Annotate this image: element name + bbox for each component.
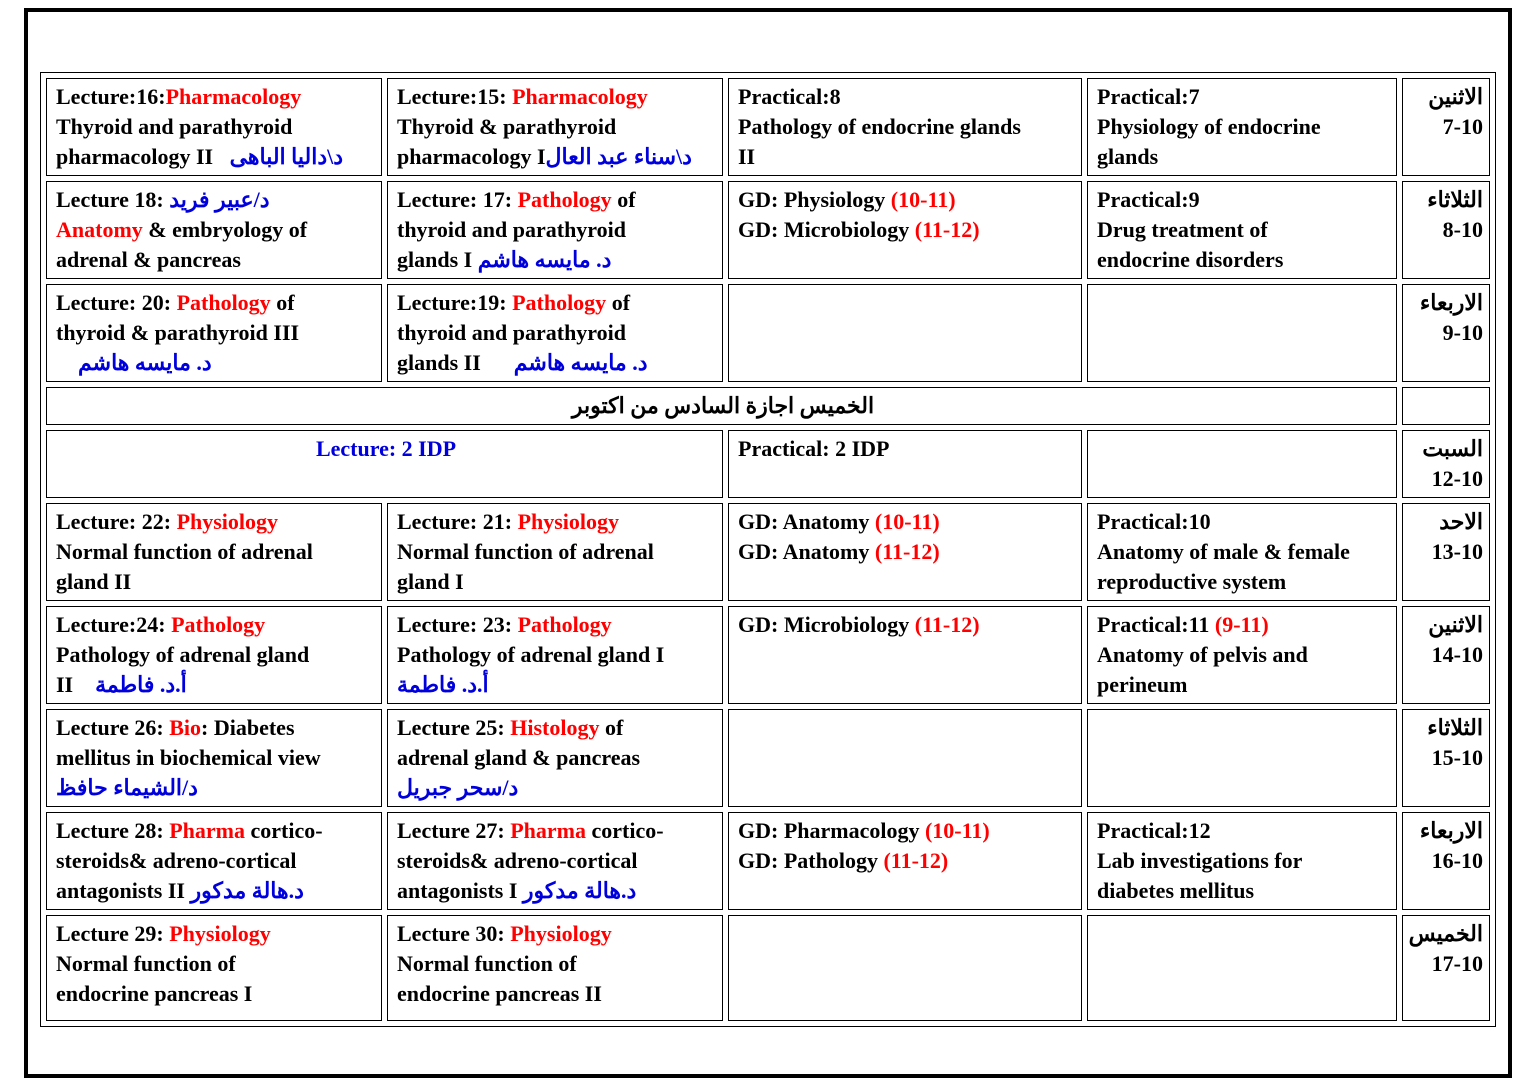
text-segment: (10-11) <box>890 187 956 212</box>
text-segment: د/الشيماء حافظ <box>56 775 198 800</box>
schedule-cell <box>728 915 1082 1021</box>
text-segment: Anatomy of pelvis and <box>1097 642 1308 667</box>
text-segment: GD: Microbiology <box>738 217 915 242</box>
schedule-cell <box>46 78 382 176</box>
cell-line <box>56 949 375 979</box>
text-segment: أ.د. فاطمة <box>95 672 187 697</box>
schedule-cell <box>387 503 723 601</box>
day-cell <box>1402 430 1490 498</box>
text-segment: Pharmacology <box>165 84 302 109</box>
text-segment: thyroid and parathyroid <box>397 320 627 345</box>
text-segment: steroids& adreno-cortical <box>397 848 638 873</box>
text-segment: د\سناء عبد العال <box>545 144 692 169</box>
text-segment: pharmacology I <box>397 144 546 169</box>
schedule-cell <box>46 709 382 807</box>
text-segment: Lecture: 17: <box>397 187 518 212</box>
day-time: 16-10 <box>1431 848 1483 873</box>
cell-line <box>56 919 375 949</box>
cell-line <box>738 610 1075 640</box>
cell-line <box>1097 185 1390 215</box>
text-segment: Pathology of adrenal gland <box>56 642 310 667</box>
text-segment: Lecture:19: <box>397 290 513 315</box>
text-segment: Practical: 2 IDP <box>738 436 890 461</box>
text-segment: Anatomy of male & female <box>1097 539 1350 564</box>
cell-line <box>738 215 1075 245</box>
cell-line <box>56 112 375 142</box>
text-segment: Lecture: 22: <box>56 509 177 534</box>
cell-line <box>56 537 375 567</box>
text-segment: Physiology <box>169 921 271 946</box>
text-segment: Lecture:24: <box>56 612 172 637</box>
text-segment: Practical:10 <box>1097 509 1211 534</box>
cell-line <box>738 537 1075 567</box>
text-segment: (11-12) <box>883 848 949 873</box>
day-time: 17-10 <box>1431 951 1483 976</box>
text-segment: د. مايسه هاشم <box>78 350 212 375</box>
schedule-cell <box>46 503 382 601</box>
cell-line <box>56 846 375 876</box>
text-segment: Lecture: 20: <box>56 290 177 315</box>
cell-line <box>56 391 1390 421</box>
text-segment: II <box>56 672 96 697</box>
cell-line <box>1097 816 1390 846</box>
text-segment: Pathology <box>517 187 612 212</box>
text-segment: Pharmacology <box>512 84 648 109</box>
schedule-cell <box>728 78 1082 176</box>
cell-line <box>397 713 716 743</box>
day-name: الاحد <box>1439 509 1483 534</box>
text-segment: (11-12) <box>914 217 980 242</box>
cell-line <box>397 816 716 846</box>
cell-line <box>397 876 716 906</box>
cell-line <box>56 434 716 464</box>
text-segment: د\داليا الباهى <box>229 144 344 169</box>
text-segment: thyroid and parathyroid <box>397 217 627 242</box>
cell-line <box>56 348 375 378</box>
cell-line <box>56 816 375 846</box>
text-segment: (9-11) <box>1214 612 1269 637</box>
text-segment: of <box>606 290 631 315</box>
schedule-cell <box>1087 606 1397 704</box>
cell-line <box>397 215 716 245</box>
text-segment: GD: Pharmacology <box>738 818 925 843</box>
text-segment: steroids& adreno-cortical <box>56 848 297 873</box>
text-segment: & embryology of <box>142 217 308 242</box>
cell-line <box>56 288 375 318</box>
gd-cell <box>728 181 1082 279</box>
text-segment: أ.د. فاطمة <box>397 672 489 697</box>
text-segment: Physiology <box>176 509 279 534</box>
schedule-cell <box>387 915 723 1021</box>
text-segment: Normal function of adrenal <box>56 539 313 564</box>
cell-line <box>56 979 375 1009</box>
table-row <box>46 812 1490 910</box>
text-segment: Normal function of adrenal <box>397 539 654 564</box>
cell-line <box>397 640 716 670</box>
text-segment: Drug treatment of <box>1097 217 1268 242</box>
cell-line <box>738 82 1075 112</box>
text-segment: Lecture 27: <box>397 818 511 843</box>
text-segment: Normal function of <box>56 951 236 976</box>
schedule-cell <box>1087 430 1397 498</box>
table-row <box>46 78 1490 176</box>
cell-line <box>738 434 1075 464</box>
text-segment: glands II <box>397 350 514 375</box>
text-segment: Histology <box>510 715 600 740</box>
day-time: 7-10 <box>1442 114 1483 139</box>
schedule-body <box>46 78 1490 1021</box>
cell-line <box>397 245 716 275</box>
cell-line <box>397 185 716 215</box>
gd-cell <box>728 812 1082 910</box>
day-cell <box>1402 284 1490 382</box>
text-segment: Physiology of endocrine <box>1097 114 1321 139</box>
text-segment: Practical:11 <box>1097 612 1215 637</box>
table-row <box>46 915 1490 1021</box>
schedule-cell <box>728 709 1082 807</box>
text-segment: Physiology <box>517 509 620 534</box>
day-time: 9-10 <box>1442 320 1483 345</box>
text-segment: Anatomy <box>56 217 143 242</box>
table-row <box>46 503 1490 601</box>
cell-line <box>56 185 375 215</box>
day-name: الاربعاء <box>1419 290 1483 315</box>
cell-line <box>397 348 716 378</box>
text-segment: endocrine disorders <box>1097 247 1284 272</box>
day-cell <box>1402 78 1490 176</box>
schedule-cell <box>46 812 382 910</box>
cell-line <box>397 82 716 112</box>
day-cell <box>1402 503 1490 601</box>
text-segment: Physiology <box>510 921 612 946</box>
cell-line <box>1097 507 1390 537</box>
day-cell <box>1402 181 1490 279</box>
text-segment: of <box>611 187 636 212</box>
cell-line <box>1097 537 1390 567</box>
schedule-cell <box>1087 915 1397 1021</box>
text-segment: antagonists II <box>56 878 191 903</box>
text-segment: Pathology <box>512 290 607 315</box>
schedule-cell <box>46 915 382 1021</box>
text-segment: (10-11) <box>874 509 940 534</box>
cell-line <box>397 979 716 1009</box>
cell-line <box>738 507 1075 537</box>
text-segment: Practical:9 <box>1097 187 1200 212</box>
cell-line <box>56 640 375 670</box>
text-segment: perineum <box>1097 672 1188 697</box>
cell-line <box>397 919 716 949</box>
schedule-table <box>40 72 1496 1027</box>
text-segment: adrenal gland & pancreas <box>397 745 641 770</box>
schedule-cell <box>1087 709 1397 807</box>
text-segment: Pathology of endocrine glands <box>738 114 1021 139</box>
cell-line <box>1097 610 1390 640</box>
table-row <box>46 430 1490 498</box>
cell-line <box>738 112 1075 142</box>
gd-cell <box>728 606 1082 704</box>
schedule-cell <box>1087 284 1397 382</box>
text-segment: Pathology <box>171 612 266 637</box>
cell-line <box>1097 82 1390 112</box>
cell-line <box>56 610 375 640</box>
schedule-cell <box>387 284 723 382</box>
text-segment: cortico- <box>586 818 664 843</box>
text-segment: Lecture 18: <box>56 187 170 212</box>
cell-line <box>1097 112 1390 142</box>
text-segment: Pathology of adrenal gland I <box>397 642 665 667</box>
text-segment: د/عبير فريد <box>169 187 270 212</box>
text-segment: Pathology <box>176 290 271 315</box>
cell-line <box>1097 567 1390 597</box>
text-segment: Lecture 30: <box>397 921 511 946</box>
gd-cell <box>728 503 1082 601</box>
table-row <box>46 606 1490 704</box>
text-segment: of <box>599 715 624 740</box>
schedule-cell <box>46 284 382 382</box>
text-segment: GD: Physiology <box>738 187 891 212</box>
cell-line <box>1097 846 1390 876</box>
text-segment: glands I <box>397 247 478 272</box>
schedule-cell <box>387 709 723 807</box>
day-name: الثلاثاء <box>1427 187 1483 212</box>
schedule-cell <box>1087 503 1397 601</box>
text-segment: II <box>738 144 756 169</box>
text-segment: gland II <box>56 569 132 594</box>
text-segment: Lecture:16: <box>56 84 166 109</box>
cell-line <box>56 215 375 245</box>
text-segment: Lecture 29: <box>56 921 170 946</box>
holiday-banner <box>46 387 1397 425</box>
schedule-cell <box>46 181 382 279</box>
text-segment: (11-12) <box>914 612 980 637</box>
day-name: الاثنين <box>1428 612 1483 637</box>
text-segment: thyroid & parathyroid III <box>56 320 300 345</box>
idp-lecture-cell <box>46 430 723 498</box>
day-cell <box>1402 812 1490 910</box>
text-segment: Lecture: 23: <box>397 612 518 637</box>
text-segment: Pathology <box>517 612 612 637</box>
cell-line <box>397 318 716 348</box>
cell-line <box>397 288 716 318</box>
schedule-cell <box>1087 78 1397 176</box>
cell-line <box>397 949 716 979</box>
schedule-cell <box>387 181 723 279</box>
text-segment: GD: Anatomy <box>738 509 875 534</box>
schedule-cell <box>1087 181 1397 279</box>
day-time: 12-10 <box>1431 466 1483 491</box>
text-segment: gland I <box>397 569 464 594</box>
cell-line <box>397 142 716 172</box>
text-segment: Practical:8 <box>738 84 841 109</box>
text-segment: Practical:12 <box>1097 818 1211 843</box>
cell-line <box>738 816 1075 846</box>
text-segment: Lab investigations for <box>1097 848 1303 873</box>
text-segment: GD: Anatomy <box>738 539 875 564</box>
text-segment: pharmacology II <box>56 144 230 169</box>
text-segment: cortico- <box>245 818 323 843</box>
cell-line <box>1097 876 1390 906</box>
text-segment: الخميس اجازة السادس من اكتوبر <box>571 393 875 418</box>
cell-line <box>397 112 716 142</box>
text-segment: Practical:7 <box>1097 84 1200 109</box>
schedule-cell <box>387 606 723 704</box>
cell-line <box>56 318 375 348</box>
text-segment: د. مايسه هاشم <box>477 247 612 272</box>
day-time: 13-10 <box>1431 539 1483 564</box>
text-segment: diabetes mellitus <box>1097 878 1255 903</box>
cell-line <box>56 245 375 275</box>
text-segment: reproductive system <box>1097 569 1287 594</box>
text-segment: Bio <box>169 715 202 740</box>
text-segment: GD: Microbiology <box>738 612 915 637</box>
idp-practical-cell <box>728 430 1082 498</box>
day-name: الاربعاء <box>1419 818 1483 843</box>
day-cell <box>1402 709 1490 807</box>
text-segment: : Diabetes <box>201 715 295 740</box>
cell-line <box>56 713 375 743</box>
day-cell <box>1402 387 1490 425</box>
text-segment: Lecture:15: <box>397 84 513 109</box>
cell-line <box>56 142 375 172</box>
day-cell <box>1402 606 1490 704</box>
text-segment: Thyroid and parathyroid <box>56 114 293 139</box>
text-segment: (10-11) <box>924 818 990 843</box>
text-segment: د.هالة مدكور <box>522 878 637 903</box>
cell-line <box>397 507 716 537</box>
text-segment: د.هالة مدكور <box>190 878 304 903</box>
schedule-cell <box>46 606 382 704</box>
day-cell <box>1402 915 1490 1021</box>
cell-line <box>56 773 375 803</box>
day-time: 15-10 <box>1431 745 1483 770</box>
cell-line <box>397 610 716 640</box>
cell-line <box>56 743 375 773</box>
text-segment: adrenal & pancreas <box>56 247 241 272</box>
text-segment: Pharma <box>510 818 586 843</box>
cell-line <box>397 670 716 700</box>
cell-line <box>397 743 716 773</box>
cell-line <box>397 773 716 803</box>
text-segment: Pharma <box>169 818 245 843</box>
cell-line <box>1097 142 1390 172</box>
text-segment: Lecture 25: <box>397 715 511 740</box>
cell-line <box>56 567 375 597</box>
day-name: السبت <box>1422 436 1483 461</box>
day-time: 8-10 <box>1442 217 1483 242</box>
text-segment: Lecture: 2 IDP <box>315 436 457 461</box>
cell-line <box>56 876 375 906</box>
cell-line <box>1097 245 1390 275</box>
schedule-cell <box>387 78 723 176</box>
text-segment: Thyroid & parathyroid <box>397 114 617 139</box>
text-segment: GD: Pathology <box>738 848 884 873</box>
text-segment: (11-12) <box>874 539 940 564</box>
text-segment: Lecture: 21: <box>397 509 518 534</box>
day-name: الثلاثاء <box>1427 715 1483 740</box>
cell-line <box>56 507 375 537</box>
text-segment: endocrine pancreas I <box>56 981 253 1006</box>
table-row <box>46 181 1490 279</box>
day-name: الخميس <box>1408 921 1483 946</box>
schedule-cell <box>728 284 1082 382</box>
cell-line <box>1097 215 1390 245</box>
text-segment: د. مايسه هاشم <box>513 350 648 375</box>
table-row <box>46 387 1490 425</box>
cell-line <box>738 185 1075 215</box>
text-segment: antagonists I <box>397 878 523 903</box>
page-border <box>24 8 1512 1078</box>
table-row <box>46 709 1490 807</box>
cell-line <box>397 846 716 876</box>
schedule-cell <box>1087 812 1397 910</box>
text-segment: د/سحر جبريل <box>397 775 519 800</box>
cell-line <box>397 537 716 567</box>
text-segment: Lecture 26: <box>56 715 170 740</box>
cell-line <box>397 567 716 597</box>
day-time: 14-10 <box>1431 642 1483 667</box>
day-name: الاثنين <box>1428 84 1483 109</box>
text-segment <box>56 350 78 375</box>
cell-line <box>56 670 375 700</box>
text-segment: mellitus in biochemical view <box>56 745 321 770</box>
text-segment: Lecture 28: <box>56 818 170 843</box>
text-segment: glands <box>1097 144 1159 169</box>
cell-line <box>738 846 1075 876</box>
cell-line <box>56 82 375 112</box>
cell-line <box>738 142 1075 172</box>
schedule-cell <box>387 812 723 910</box>
text-segment: endocrine pancreas II <box>397 981 602 1006</box>
cell-line <box>1097 640 1390 670</box>
text-segment: Normal function of <box>397 951 577 976</box>
text-segment: of <box>270 290 295 315</box>
cell-line <box>1097 670 1390 700</box>
table-row <box>46 284 1490 382</box>
